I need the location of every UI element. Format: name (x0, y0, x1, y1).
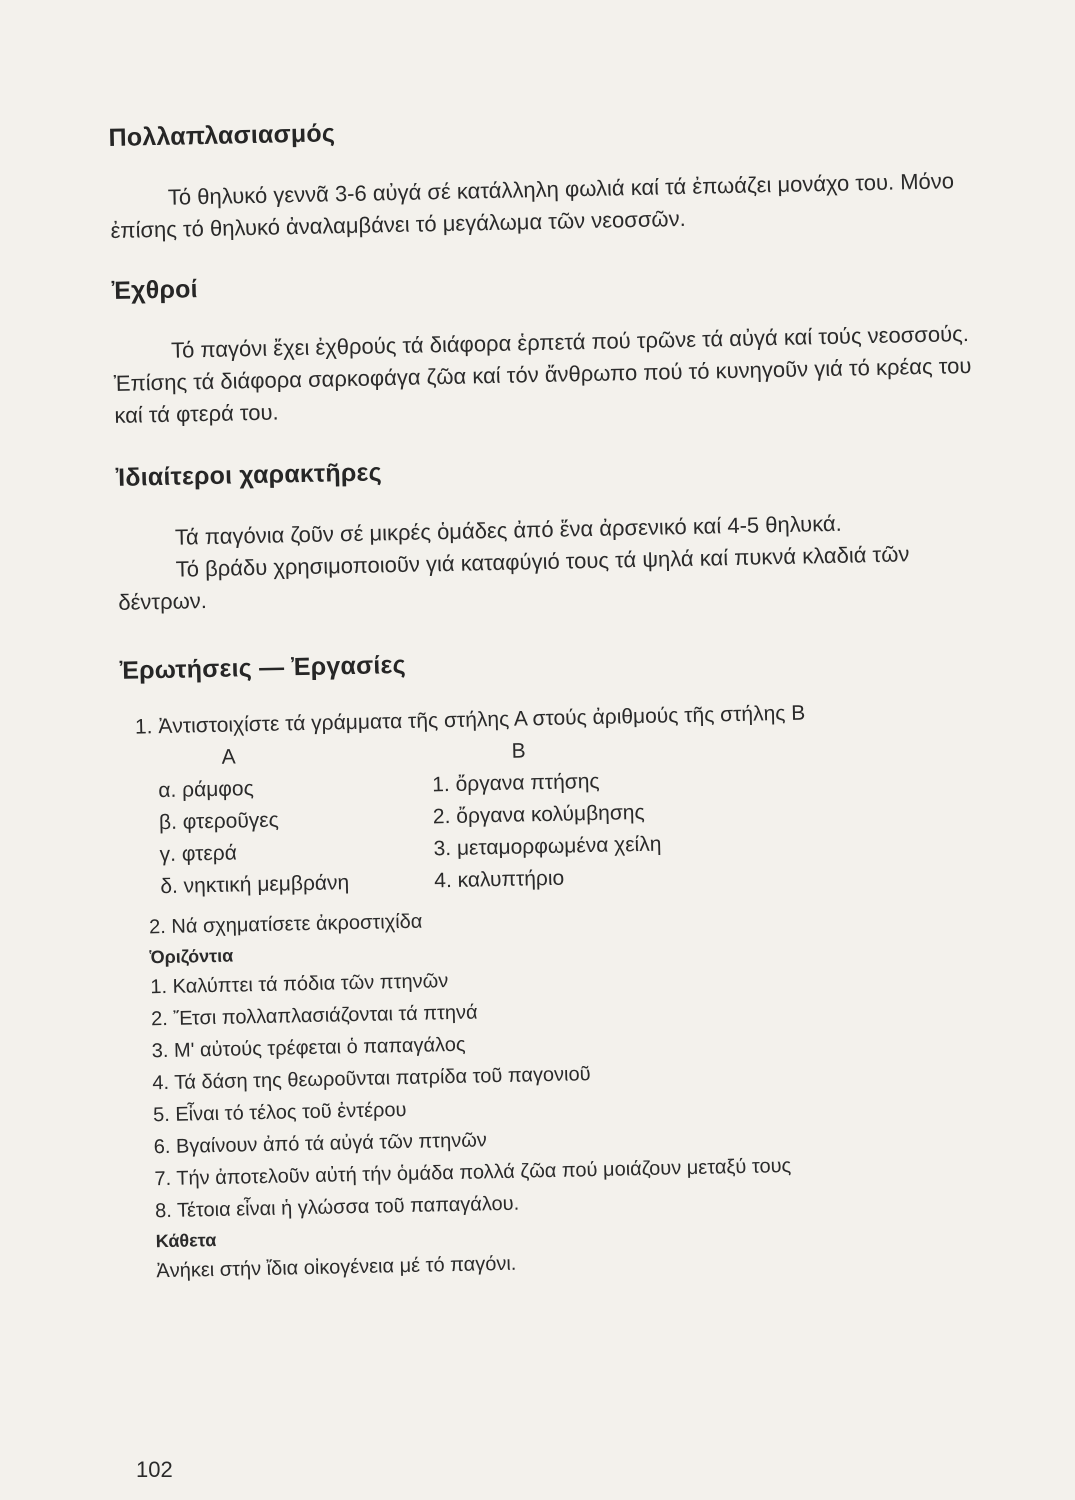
question-1-label: 1. Ἀντιστοιχίστε τά γράμματα τῆς στήλης Α στούς ἀριθμούς τῆς στήλης Β (134, 701, 806, 739)
list-item: 7. Τήν ἀποτελοῦν αὐτή τήν ὁμάδα πολλά ζῶα πού μοιάζουν μεταξύ τους (154, 1154, 792, 1191)
horizontal-title: Ὁριζόντια (149, 945, 234, 968)
page-number: 102 (136, 1457, 173, 1482)
section-title-reproduction: Πολλαπλασιασμός (108, 119, 336, 152)
question-2 (125, 894, 993, 1288)
column-b-item: 3. μεταμορφωμένα χείλη (433, 832, 662, 861)
column-b-item: 4. καλυπτήριο (434, 866, 565, 893)
section-title-enemies: Ἐχθροί (111, 275, 199, 305)
list-item: 6. Βγαίνουν ἀπό τά αὐγά τῶν πτηνῶν (153, 1129, 488, 1159)
vertical-clue: Ἀνήκει στήν ἴδια οἰκογένεια μέ τό παγόνι. (156, 1252, 517, 1283)
column-b-item: 1. ὄργανα πτήσης (432, 769, 600, 797)
page-content (108, 90, 993, 1288)
vertical-title: Κάθετα (155, 1229, 217, 1252)
questions-title: Ἐρωτήσεις — Ἐργασίες (119, 650, 407, 685)
section-text-reproduction: Τό θηλυκό γεννᾶ 3-6 αὐγά σέ κατάλληλη φωλιά καί τά ἐπωάζει μονάχο του. Μόνο ἐπίσης τό θηλυκό ἀναλαμβάνει τό μεγάλωμα τῶν νεοσσῶν. (110, 168, 955, 243)
list-item: 3. Μ' αὐτούς τρέφεται ὁ παπαγάλος (151, 1033, 466, 1063)
column-a-header: Α (221, 745, 236, 769)
list-item: 8. Τέτοια εἶναι ἡ γλώσσα τοῦ παπαγάλου. (154, 1192, 520, 1223)
matching-table (121, 726, 984, 904)
list-item: 1. Καλύπτει τά πόδια τῶν πτηνῶν (150, 970, 449, 999)
column-b-header: Β (511, 739, 526, 763)
column-a-item: δ. νηκτική μεμβράνη (160, 871, 350, 899)
column-b-item: 2. ὄργανα κολύμβησης (432, 800, 645, 829)
list-item: 5. Εἶναι τό τέλος τοῦ ἐντέρου (152, 1098, 407, 1127)
question-1 (121, 694, 985, 904)
question-2-label: 2. Νά σχηματίσετε ἀκροστιχίδα (148, 910, 423, 939)
list-item: 2. Ἔτσι πολλαπλασιάζονται τά πτηνά (150, 1001, 478, 1031)
section-text-enemies: Τό παγόνι ἔχει ἐχθρούς τά διάφορα ἑρπετά πού τρῶνε τά αὐγά καί τούς νεοσσούς. Ἐπίσης τά διάφορα σαρκοφάγα ζῶα καί τόν ἄνθρωπο πού τό κυνηγοῦν γιά τό κρέας του καί τά φτερά του. (113, 321, 972, 428)
column-a-item: γ. φτερά (159, 841, 238, 867)
section-title-features: Ἰδιαίτεροι χαρακτῆρες (115, 458, 383, 492)
list-item: 4. Τά δάση της θεωροῦνται πατρίδα τοῦ παγονιοῦ (152, 1063, 591, 1095)
column-a-item: β. φτεροῦγες (158, 808, 280, 835)
section-text-features-1: Τά παγόνια ζοῦν σέ μικρές ὁμάδες ἀπό ἕνα ἀρσενικό καί 4-5 θηλυκά. (174, 510, 842, 550)
section-text-features-2: Τό βράδυ χρησιμοποιοῦν γιά καταφύγιό τους τά ψηλά καί πυκνά κλαδιά τῶν δέντρων. (118, 541, 910, 615)
column-a-item: α. ράμφος (158, 777, 254, 803)
